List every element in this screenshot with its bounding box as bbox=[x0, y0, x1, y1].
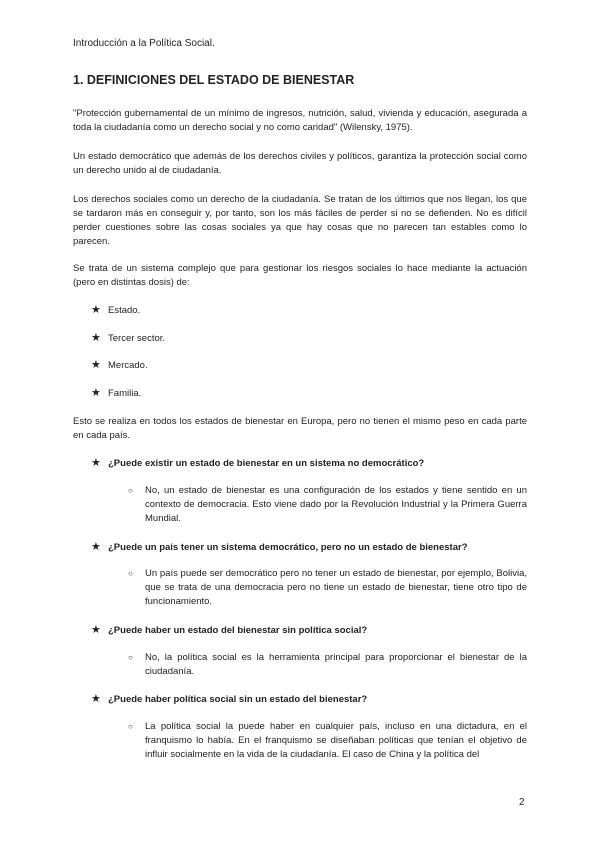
star-bullet-icon: ★ bbox=[91, 304, 101, 316]
star-bullet-icon: ★ bbox=[91, 359, 101, 371]
list-item-actor: ★ Estado. bbox=[91, 304, 141, 316]
question-heading: ★ ¿Puede haber un estado del bienestar sin política social? bbox=[91, 624, 368, 636]
list-item-actor: ★ Mercado. bbox=[91, 359, 148, 371]
section-title: 1. DEFINICIONES DEL ESTADO DE BIENESTAR bbox=[73, 73, 355, 87]
answer-item: ○ No, un estado de bienestar es una configuración de los estados y tiene sentido en un contexto de democracia. Esto viene dado por la Revolución Industrial y la Primera Guerra Mundial. bbox=[128, 485, 527, 524]
running-header: Introducción a la Política Social. bbox=[73, 38, 215, 49]
star-bullet-icon: ★ bbox=[91, 624, 101, 636]
list-item-actor: ★ Tercer sector. bbox=[91, 332, 166, 344]
paragraph-social-rights: Los derechos sociales como un derecho de la ciudadanía. Se tratan de los últimos que nos llegan, los que se tardaron más en conseguir y, por tanto, son los más fáciles de perder si no se defienden. No es difícil perder cuestiones sobre las cosas sociales ya que hay cosas que no parecen tan estables como lo parecen. bbox=[73, 194, 527, 247]
page-number: 2 bbox=[519, 797, 525, 808]
star-bullet-icon: ★ bbox=[91, 457, 101, 469]
list-item-actor: ★ Familia. bbox=[91, 387, 142, 399]
question-heading: ★ ¿Puede existir un estado de bienestar en un sistema no democrático? bbox=[91, 457, 425, 469]
star-bullet-icon: ★ bbox=[91, 693, 101, 705]
answer-item: ○ Un país puede ser democrático pero no tener un estado de bienestar, por ejemplo, Bolivia, que se trata de una democracia pero no tiene un estado de bienestar, tiene otro tipo de funcionamiento. bbox=[128, 568, 527, 607]
star-bullet-icon: ★ bbox=[91, 332, 101, 344]
question-heading: ★ ¿Puede un país tener un sistema democrático, pero no un estado de bienestar? bbox=[91, 541, 468, 553]
circle-bullet-icon: ○ bbox=[128, 722, 133, 731]
answer-item: ○ La política social la puede haber en cualquier país, incluso en una dictadura, en el franquismo lo había. En el franquismo se diseñaban políticas que tenían el objetivo de influir socialmente en la vida de la ciudadanía. El caso de China y la política del bbox=[128, 721, 527, 760]
star-bullet-icon: ★ bbox=[91, 387, 101, 399]
paragraph-democratic-state: Un estado democrático que además de los derechos civiles y políticos, garantiza la protección social como un derecho unido al de ciudadanía. bbox=[73, 151, 527, 176]
paragraph-europe: Esto se realiza en todos los estados de bienestar en Europa, pero no tienen el mismo peso en cada parte en cada país. bbox=[73, 416, 527, 441]
star-bullet-icon: ★ bbox=[91, 541, 101, 553]
answer-item: ○ No, la política social es la herramienta principal para proporcionar el bienestar de la ciudadanía. bbox=[128, 652, 527, 677]
question-heading: ★ ¿Puede haber política social sin un estado del bienestar? bbox=[91, 693, 368, 705]
circle-bullet-icon: ○ bbox=[128, 486, 133, 495]
paragraph-wilensky-quote: "Protección gubernamental de un mínimo de ingresos, nutrición, salud, vivienda y educación, asegurada a toda la ciudadanía como un derecho social y no como caridad" (Wilensky, 1975). bbox=[73, 108, 527, 133]
circle-bullet-icon: ○ bbox=[128, 653, 133, 662]
circle-bullet-icon: ○ bbox=[128, 569, 133, 578]
paragraph-complex-system: Se trata de un sistema complejo que para gestionar los riesgos sociales lo hace mediante la actuación (pero en distintas dosis) de: bbox=[73, 263, 527, 288]
